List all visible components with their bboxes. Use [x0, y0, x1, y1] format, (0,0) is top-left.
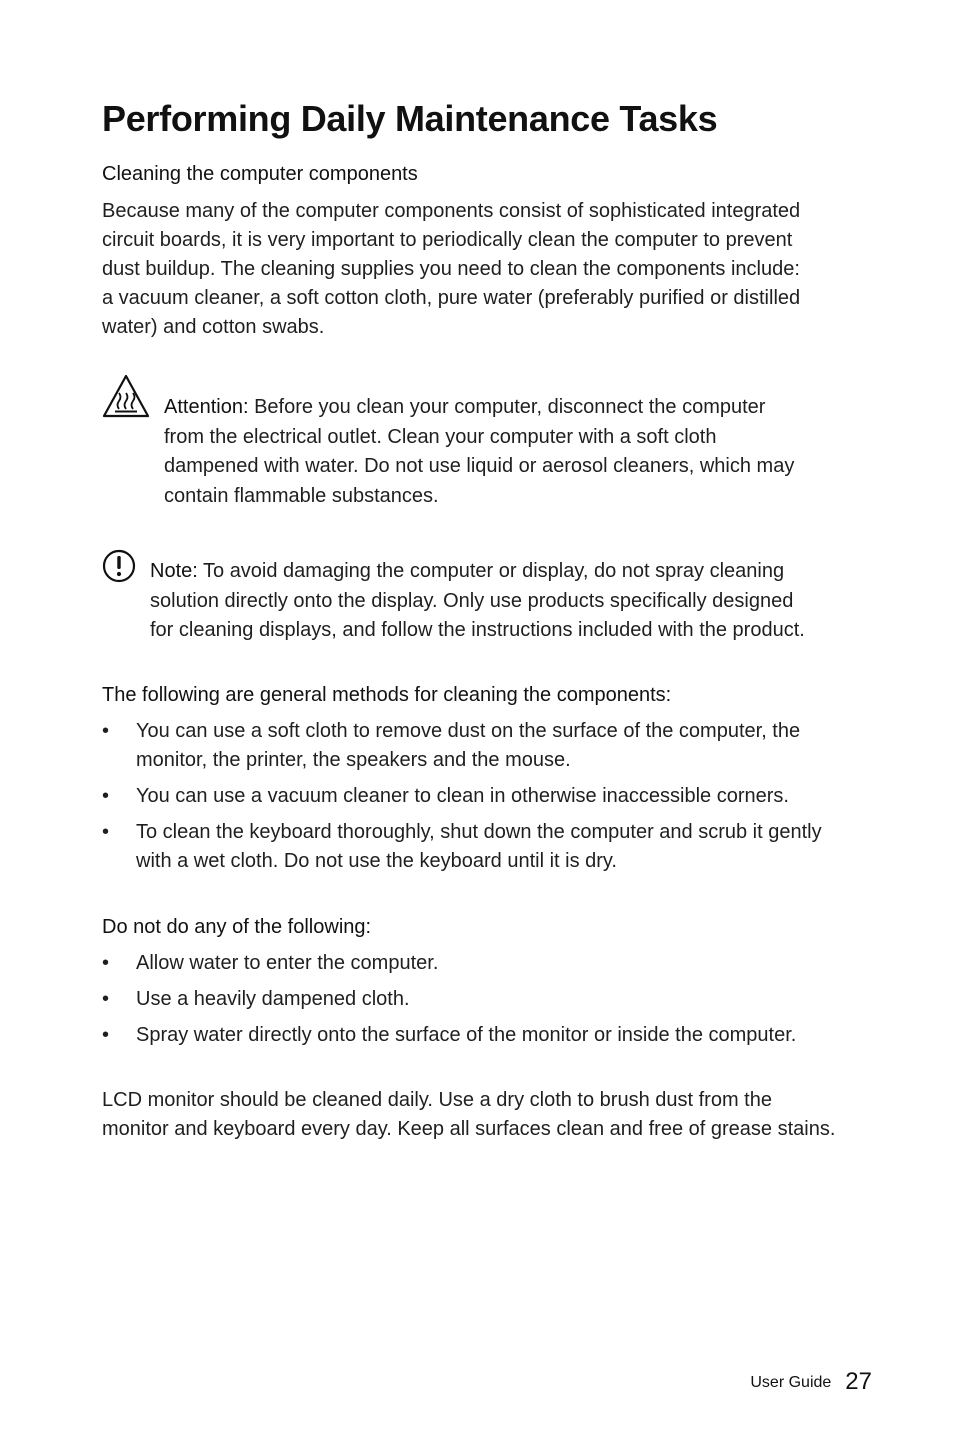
bullet-dot: •	[102, 785, 110, 807]
exclamation-note-icon	[102, 549, 138, 585]
text-line: Before you clean your computer, disconnect the computer	[248, 396, 766, 418]
text-line: LCD monitor should be cleaned daily. Use a dry cloth to brush dust from the	[102, 1089, 772, 1111]
text-line: To avoid damaging the computer or display, do not spray cleaning	[197, 560, 785, 582]
text-line: a vacuum cleaner, a soft cotton cloth, pure water (preferably purified or distilled	[102, 287, 801, 309]
methods-heading: The following are general methods for cleaning the components:	[102, 684, 672, 706]
text-line: circuit boards, it is very important to periodically clean the computer to prevent	[102, 229, 793, 251]
intro-paragraph	[102, 197, 800, 342]
text-line: with a wet cloth. Do not use the keyboard until it is dry.	[136, 850, 617, 872]
text-line: Allow water to enter the computer.	[136, 952, 439, 974]
bullet-dot: •	[102, 821, 110, 843]
attention-label: Attention:	[164, 396, 249, 418]
text-line: Use a heavily dampened cloth.	[136, 988, 410, 1010]
list-item	[102, 818, 822, 876]
attention-line	[164, 393, 884, 423]
text-line: contain flammable substances.	[164, 484, 439, 507]
footer-doc-title: User Guide	[750, 1374, 832, 1391]
text-line: water) and cotton swabs.	[102, 316, 325, 338]
text-line: from the electrical outlet. Clean your computer with a soft cloth	[164, 425, 717, 448]
text-line: for cleaning displays, and follow the instructions included with the product.	[150, 619, 805, 641]
note-label: Note:	[150, 560, 198, 582]
hot-surface-warning-icon	[102, 373, 150, 419]
bullet-dot: •	[102, 720, 110, 742]
text-line: dust buildup. The cleaning supplies you need to clean the components include:	[102, 258, 800, 280]
dont-heading: Do not do any of the following:	[102, 916, 372, 938]
list-item	[102, 1021, 796, 1050]
text-line: Spray water directly onto the surface of the monitor or inside the computer.	[136, 1024, 797, 1046]
text-line: monitor, the printer, the speakers and the mouse.	[136, 749, 571, 771]
text-line: Because many of the computer components consist of sophisticated integrated	[102, 200, 801, 222]
bullet-dot: •	[102, 1024, 110, 1046]
methods-list	[102, 717, 822, 883]
list-item	[102, 717, 822, 775]
attention-text	[164, 393, 884, 511]
page-number: 27	[845, 1368, 872, 1395]
section-heading-cleaning: Cleaning the computer components	[102, 163, 418, 185]
text-line: solution directly onto the display. Only use products specifically designed	[150, 589, 794, 612]
text-line: You can use a vacuum cleaner to clean in otherwise inaccessible corners.	[136, 785, 789, 807]
page-footer	[750, 1368, 872, 1396]
list-item	[102, 985, 796, 1014]
text-line: To clean the keyboard thoroughly, shut down the computer and scrub it gently	[136, 821, 822, 843]
note-line	[150, 557, 890, 587]
list-item	[102, 782, 822, 811]
bullet-dot: •	[102, 988, 110, 1010]
list-item	[102, 949, 796, 978]
page-title: Performing Daily Maintenance Tasks	[102, 98, 718, 139]
closing-paragraph	[102, 1086, 835, 1144]
text-line: dampened with water. Do not use liquid or aerosol cleaners, which may	[164, 455, 795, 477]
text-line: You can use a soft cloth to remove dust on the surface of the computer, the	[136, 720, 801, 742]
note-text	[150, 557, 890, 646]
dont-list	[102, 949, 796, 1057]
text-line: monitor and keyboard every day. Keep all surfaces clean and free of grease stains.	[102, 1118, 836, 1140]
bullet-dot: •	[102, 952, 110, 974]
